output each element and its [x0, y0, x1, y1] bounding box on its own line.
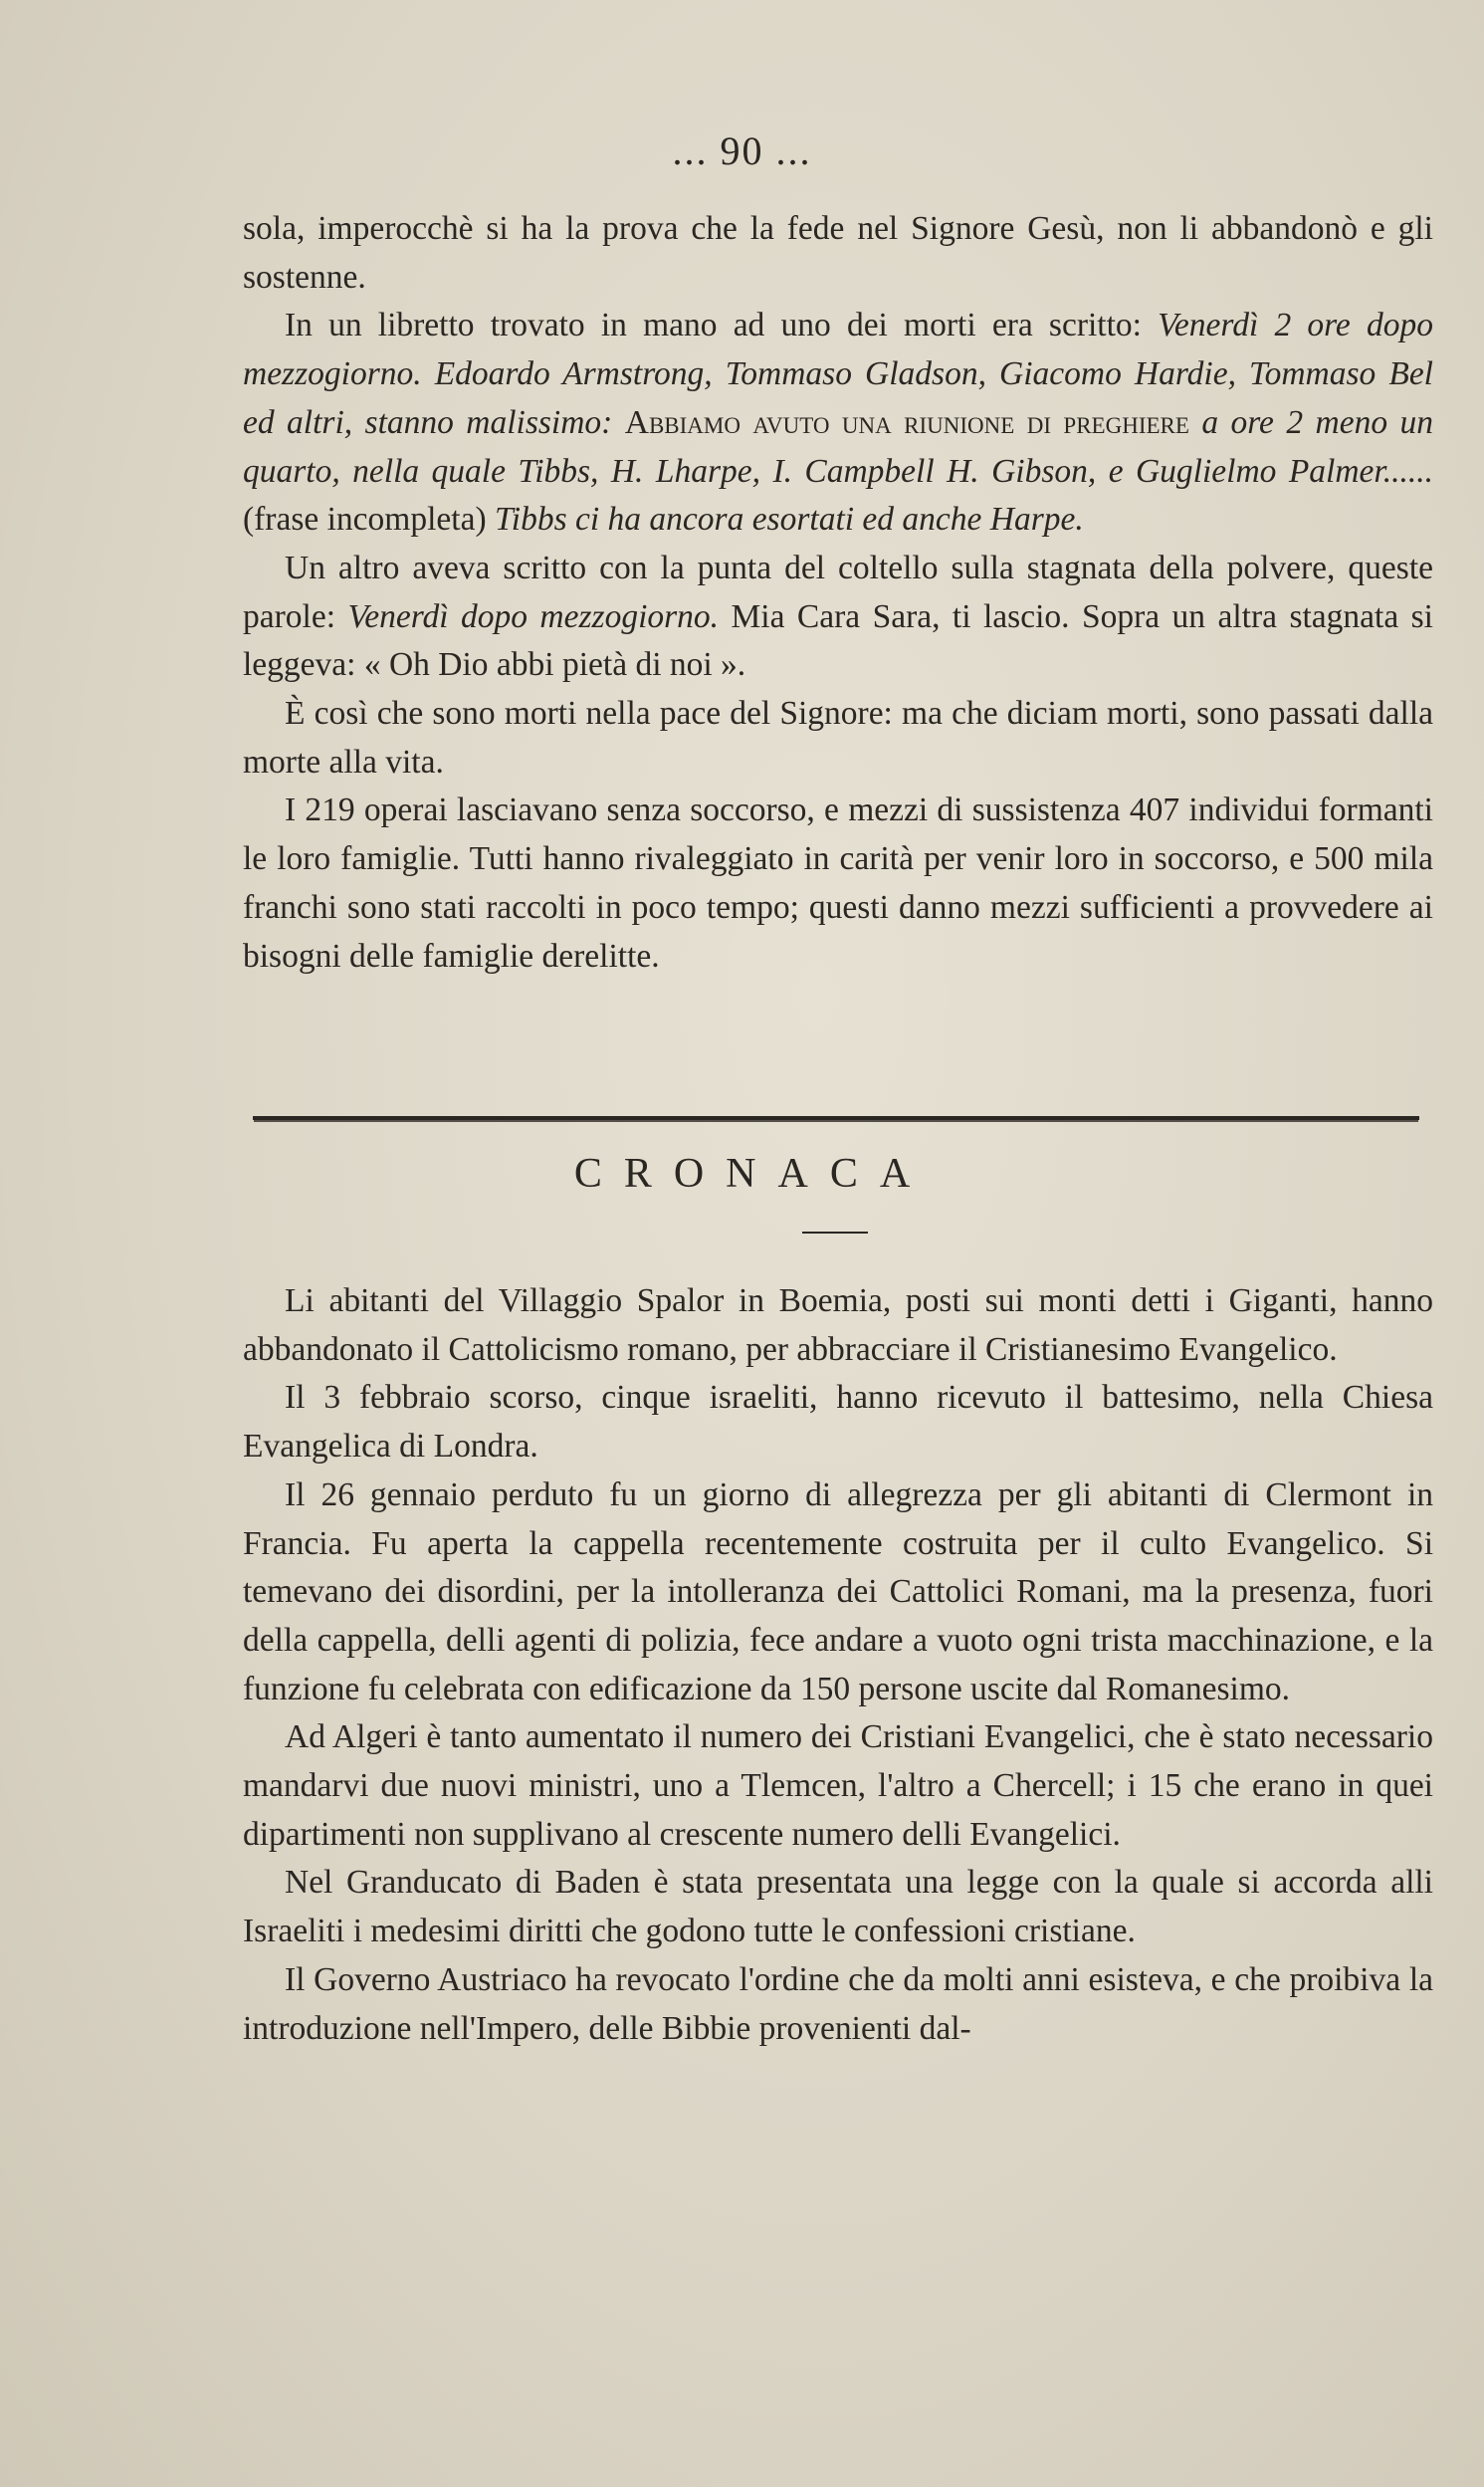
- paragraph-1: [243, 205, 1433, 302]
- text-run: In un libretto trovato in mano ad uno dei morti era scritto:: [285, 307, 1159, 344]
- paragraph-2: [243, 302, 1433, 545]
- chronicle-item: Li abitanti del Villaggio Spalor in Boemia, posti sui monti detti i Giganti, hanno abbandonato il Cattolicismo romano, per abbracciare il Cristianesimo Evangelico.: [243, 1282, 1433, 1368]
- chronicle-item: Ad Algeri è tanto aumentato il numero dei Cristiani Evangelici, che è stato necessario mandarvi due nuovi ministri, uno a Tlemcen, l'altro a Chercell; i 15 che erano in quei dipartimenti non supplivano al crescente numero delli Evangelici.: [243, 1718, 1433, 1853]
- title-underline: [802, 1232, 868, 1234]
- text-run: Mia Cara Sara, ti lascio. Sopra un altra stagnata si leggeva: « Oh Dio abbi pietà di noi ».: [243, 597, 1433, 684]
- paragraph-4: [243, 690, 1433, 787]
- continued-article: [243, 205, 1433, 981]
- text-run: I 219 operai lasciavano senza soccorso, e mezzi di sussistenza 407 individui formanti le loro famiglie. Tutti hanno rivaleggiato in carità per venir loro in soccorso, e 500 mila franchi sono stati raccolti in poco tempo; questi danno mezzi sufficienti a provvedere ai bisogni delle famiglie derelitte.: [243, 791, 1433, 975]
- smallcaps-run: Abbiamo avuto una riunione di preghiere: [624, 403, 1189, 441]
- italic-run: Venerdì dopo mezzogiorno.: [347, 597, 720, 635]
- paragraph-5: [243, 787, 1433, 981]
- italic-run: a ore 2 meno un quarto, nella quale Tibbs, H. Lharpe, I. Campbell H. Gibson, e Guglielmo Palmer......: [243, 403, 1433, 490]
- italic-run: Venerdì 2 ore dopo mezzogiorno. Edoardo Armstrong, Tommaso Gladson, Giacomo Hardie, Tommaso Bel ed altri, stanno malissimo:: [243, 307, 1433, 441]
- page-number: ... 90 ...: [672, 128, 812, 173]
- text-run: Un altro aveva scritto con la punta del coltello sulla stagnata della polvere, queste parole:: [243, 549, 1433, 635]
- text-run: sola, imperocchè si ha la prova che la fede nel Signore Gesù, non li abbandonò e gli sostenne.: [243, 210, 1433, 296]
- italic-run: Tibbs ci ha ancora esortati ed anche Harpe.: [494, 501, 1084, 539]
- chronicle-item: Il Governo Austriaco ha revocato l'ordine che da molti anni esisteva, e che proibiva la introduzione nell'Impero, delle Bibbie provenienti dal-: [243, 1960, 1433, 2047]
- chronicle-section: [243, 1277, 1433, 2053]
- section-divider: [253, 1116, 1419, 1120]
- paragraph-3: [243, 545, 1433, 690]
- text-run: È così che sono morti nella pace del Signore: ma che diciam morti, sono passati dalla morte alla vita.: [243, 695, 1433, 781]
- chronicle-item: Il 3 febbraio scorso, cinque israeliti, hanno ricevuto il battesimo, nella Chiesa Evangelica di Londra.: [243, 1379, 1433, 1466]
- section-title: CRONACA: [573, 1151, 933, 1197]
- chronicle-item: Nel Granducato di Baden è stata presentata una legge con la quale si accorda alli Israeliti i medesimi diritti che godono tutte le confessioni cristiane.: [243, 1864, 1433, 1950]
- chronicle-item: Il 26 gennaio perduto fu un giorno di allegrezza per gli abitanti di Clermont in Francia. Fu aperta la cappella recentemente costruita per il culto Evangelico. Si temevano dei disordini, per la intolleranza dei Cattolici Romani, ma la presenza, fuori della cappella, delli agenti di polizia, fece andare a vuoto ogni trista macchinazione, e la funzione fu celebrata con edificazione da 150 persone uscite dal Romanesimo.: [243, 1475, 1433, 1707]
- text-run: (frase incompleta): [243, 501, 495, 539]
